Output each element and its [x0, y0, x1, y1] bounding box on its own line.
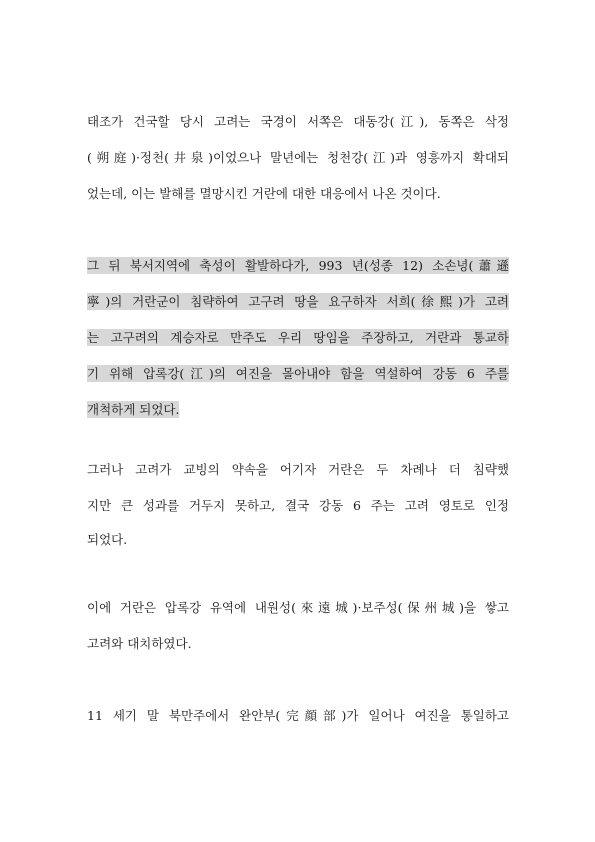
paragraph-3-line-3: 되었다. — [87, 532, 128, 547]
highlight-span: 기 위해 압록강(江)의 여진을 몰아내야 함을 역설하여 강동 6 주를 — [87, 366, 509, 381]
highlight-span: 는 고구려의 계승자로 만주도 우리 땅임을 주장하고, 거란과 통교하 — [87, 330, 509, 345]
paragraph-2-line-2 — [87, 293, 509, 311]
paragraph-1-line-1: 태조가 건국할 당시 고려는 국경이 서쪽은 대동강(江), 동쪽은 삭정 — [87, 114, 509, 129]
paragraph-2-line-5 — [87, 401, 509, 419]
paragraph-5-line-1: 11 세기 말 북만주에서 완안부(完顔部)가 일어나 여진을 통일하고 — [87, 708, 509, 723]
paragraph-2-line-3 — [87, 329, 509, 347]
highlight-span: 寧)의 거란군이 침략하여 고구려 땅을 요구하자 서희(徐熙)가 고려 — [87, 294, 509, 309]
highlight-span: 그 뒤 북서지역에 축성이 활발하다가, 993 년(성종 12) 소손녕(蕭遜 — [87, 258, 509, 273]
paragraph-4-line-2: 고려와 대치하였다. — [87, 636, 192, 651]
paragraph-1-line-2: (朔庭)·정천(井泉)이었으나 말년에는 청천강(江)과 영흥까지 확대되 — [87, 150, 509, 165]
paragraph-4-line-1: 이에 거란은 압록강 유역에 내원성(來遠城)·보주성(保州城)을 쌓고 — [87, 600, 509, 615]
paragraph-3-line-1: 그러나 고려가 교빙의 약속을 어기자 거란은 두 차례나 더 침략했 — [87, 462, 509, 477]
paragraph-2-line-4 — [87, 365, 509, 383]
highlight-span: 개척하게 되었다. — [87, 402, 180, 417]
paragraph-2-line-1 — [87, 257, 509, 275]
paragraph-3-line-2: 지만 큰 성과를 거두지 못하고, 결국 강동 6 주는 고려 영토로 인정 — [87, 498, 509, 513]
paragraph-1-line-3: 었는데, 이는 발해를 멸망시킨 거란에 대한 대응에서 나온 것이다. — [87, 186, 441, 201]
